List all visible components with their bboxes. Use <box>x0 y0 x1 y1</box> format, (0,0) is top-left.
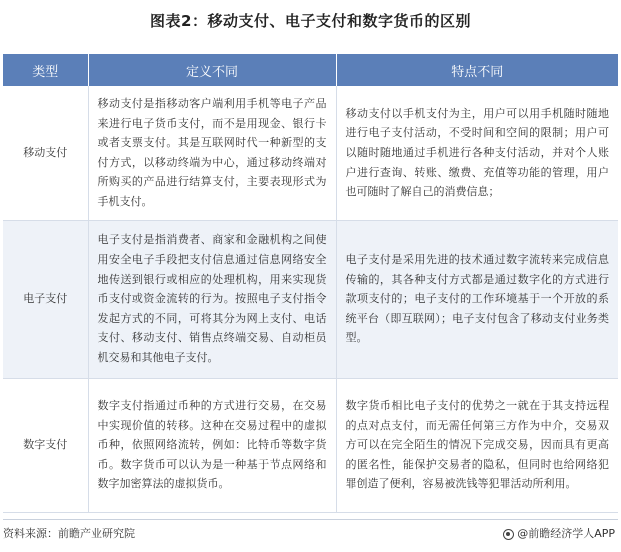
header-type: 类型 <box>3 54 88 86</box>
footer-divider <box>3 519 618 520</box>
table-header-row <box>3 54 618 86</box>
source-note: 资料来源：前瞻产业研究院 <box>3 527 135 540</box>
table-row <box>3 378 618 512</box>
brand-label: @前瞻经济学人APP <box>517 527 615 540</box>
row-feature: 电子支付是采用先进的技术通过数字流转来完成信息传输的，其各种支付方式都是通过数字化的方式进行款项支付的；电子支付的工作环境基于一个开放的系统平台（即互联网）；电子支付包含了移动支付业务类型。 <box>336 220 618 378</box>
brand-logo-icon <box>503 529 514 540</box>
row-definition: 数字支付指通过币种的方式进行交易，在交易中实现价值的转移。这种在交易过程中的虚拟币种，依照网络流转，例如：比特币等数字货币。数字货币可以认为是一种基于节点网络和数字加密算法的虚拟货币。 <box>88 378 336 512</box>
row-type: 电子支付 <box>3 220 88 378</box>
row-feature: 移动支付以手机支付为主，用户可以用手机随时随地进行电子支付活动，不受时间和空间的限制；用户可以随时随地通过手机进行各种支付活动，并对个人账户进行查询、转账、缴费、充值等功能的管理，用户也可随时了解自己的消费信息； <box>336 86 618 220</box>
header-feature: 特点不同 <box>336 54 618 86</box>
row-feature: 数字货币相比电子支付的优势之一就在于其支持远程的点对点支付，而无需任何第三方作为中介，交易双方可以在完全陌生的情况下完成交易，因而具有更高的匿名性，能保护交易者的隐私，但同时也给网络犯罪创造了便利，容易被洗钱等犯罪活动所利用。 <box>336 378 618 512</box>
row-type: 移动支付 <box>3 86 88 220</box>
row-definition: 电子支付是指消费者、商家和金融机构之间使用安全电子手段把支付信息通过信息网络安全地传送到银行或相应的处理机构，用来实现货币支付或资金流转的行为。按照电子支付指令发起方式的不同，可将其分为网上支付、电话支付、移动支付、销售点终端交易、自动柜员机交易和其他电子支付。 <box>88 220 336 378</box>
comparison-table <box>3 54 618 513</box>
row-type: 数字支付 <box>3 378 88 512</box>
table-row <box>3 220 618 378</box>
chart-title: 图表2：移动支付、电子支付和数字货币的区别 <box>150 12 471 30</box>
header-definition: 定义不同 <box>88 54 336 86</box>
row-definition: 移动支付是指移动客户端利用手机等电子产品来进行电子货币支付，而不是用现金、银行卡或者支票支付。其是互联网时代一种新型的支付方式，以移动终端为中心，通过移动终端对所购买的产品进行结算支付，主要表现形式为手机支付。 <box>88 86 336 220</box>
brand-credit <box>503 525 615 543</box>
table-row <box>3 86 618 220</box>
